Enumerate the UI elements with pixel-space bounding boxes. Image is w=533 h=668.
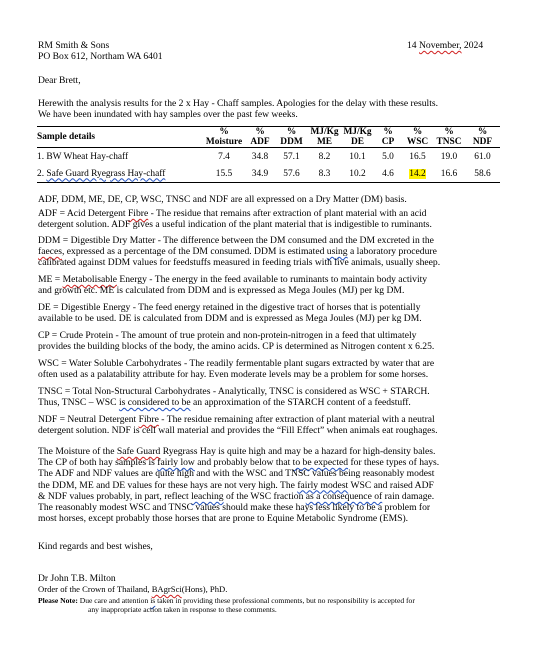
col-header-tnsc: TNSC: [436, 137, 462, 147]
table-cell: 58.6: [474, 168, 491, 179]
col-header-moisture: Moisture: [205, 137, 243, 147]
disclaimer-line-1: Please Note: Due care and attention is taken in providing these professional comments, but no responsibility is accepted for: [38, 596, 415, 605]
definition-me: ME = Metabolisable Energy - The energy in the feed available to ruminants to maintain body activity and growth etc. ME is calculated from DDM and is expressed as Mega Joules (MJ) per kg DM.: [38, 274, 428, 297]
col-header-top: %: [477, 127, 488, 137]
col-header-top: MJ/Kg: [310, 127, 339, 137]
definition-ndf: NDF = Neutral Detergent Fibre - The residue remaining after extraction of plant material with a neutral detergent solution. NDF is cell wall material and provides the “Fill Effect” when animals eat roughages.: [38, 414, 438, 437]
table-header-label: Sample details: [37, 132, 96, 142]
table-cell: 5.0: [382, 151, 394, 162]
col-header-ddm: DDM: [280, 137, 303, 147]
definition-adf: ADF = Acid Detergent Fibre - The residue that remains after extraction of plant material with an acid detergent solution. ADF gives a useful indication of the plant material that is indigestible to ruminants.: [38, 208, 432, 231]
signature-credentials: Order of the Crown of Thailand, BAgrSci(Hons), PhD.: [38, 584, 228, 594]
table-row: [37, 148, 500, 166]
table-cell: 10.2: [349, 168, 366, 179]
definition-ddm: DDM = Digestible Dry Matter - The difference between the DM consumed and the DM excreted in the faeces, expressed as a percentage of the DM consumed. DDM is estimated using a laboratory procedure calibrated against DDM values for feedstuffs measured in feeding trials with live animals, usually sheep.: [38, 235, 441, 269]
col-header-cp: CP: [381, 137, 395, 147]
col-header-me: ME: [316, 137, 333, 147]
definition-cp: CP = Crude Protein - The amount of true protein and non-protein-nitrogen in a feed that ultimately provides the building blocks of the body, the amino acids. CP is determined as Nitrogen content x 6.25.: [38, 330, 435, 353]
col-header-top: %: [412, 127, 423, 137]
col-header-top: MJ/Kg: [343, 127, 372, 137]
sample-label: 1. BW Wheat Hay-chaff: [37, 151, 129, 162]
col-header-adf: ADF: [250, 137, 270, 147]
col-header-top: %: [444, 127, 454, 137]
col-header-de: DE: [350, 137, 365, 147]
table-header-top: [37, 127, 500, 137]
letter-date: 14 November, 2024: [407, 40, 484, 51]
table-cell: 57.6: [283, 168, 300, 179]
table-cell: 57.1: [283, 151, 300, 162]
results-table: [37, 127, 500, 183]
dm-basis-note: ADF, DDM, ME, DE, CP, WSC, TNSC and NDF are all expressed on a Dry Matter (DM) basis.: [38, 194, 407, 205]
col-header-top: %: [383, 127, 393, 137]
intro-line-2: We have been inundated with hay samples over the past few weeks.: [38, 109, 298, 120]
table-cell: 16.6: [440, 168, 458, 179]
table-cell: 8.3: [318, 168, 331, 179]
definition-de: DE = Digestible Energy - The feed energy retained in the digestive tract of horses that is potentially available to be used. DE is calculated from DDM and is expressed as Mega Joules (MJ) per kg DM.: [38, 302, 422, 325]
col-header-top: %: [286, 127, 297, 137]
table-cell: 61.0: [474, 151, 491, 162]
definition-wsc: WSC = Water Soluble Carbohydrates - The readily fermentable plant sugars extracted by water that are often used as a palatability attribute for hay. Even moderate levels may be a problem for some horses.: [38, 358, 435, 381]
table-cell: 16.5: [409, 151, 426, 162]
table-row: [37, 165, 500, 183]
col-header-top: %: [219, 127, 229, 137]
table-cell: 19.0: [440, 151, 458, 162]
table-cell: 34.9: [251, 168, 269, 179]
company-name: RM Smith & Sons: [38, 40, 110, 51]
table-cell: 34.8: [251, 151, 269, 162]
closing-line: Kind regards and best wishes,: [38, 541, 153, 552]
sample-label: 2. Safe Guard Ryegrass Hay-chaff: [37, 168, 166, 179]
table-cell: 8.2: [318, 151, 331, 162]
col-header-ndf: NDF: [472, 137, 493, 147]
disclaimer-line-2: any inappropriate action taken in response to these comments.: [88, 605, 277, 614]
col-header-top: %: [255, 127, 265, 137]
greeting: Dear Brett,: [38, 75, 81, 86]
company-address: PO Box 612, Northam WA 6401: [38, 51, 163, 62]
table-cell: 7.4: [218, 151, 230, 162]
table-cell: 10.1: [349, 151, 366, 162]
col-header-wsc: WSC: [406, 137, 429, 147]
assessment-paragraph: The Moisture of the Safe Guard Ryegrass Hay is quite high and may be a hazard for high-density bales. The CP of both hay samples is fairly low and probably below that to be expected for these types of hays. The ADF and NDF values are quite high and with the WSC and TNSC values being reasonably modest the DDM, ME and DE values for these hays are not very high. The fairly modest WSC and raised ADF & NDF values probably, in part, reflect leaching of the WSC fraction as a consequence of rain damage. The reasonably modest WSC and TNSC values should make these hays less likely to be a problem for most horses, except probably those horses that are prone to Equine Metabolic Syndrome (EMS).: [38, 446, 440, 525]
table-cell-highlighted: 14.2: [409, 168, 426, 179]
table-cell: 4.6: [382, 168, 394, 179]
definition-tnsc: TNSC = Total Non-Structural Carbohydrates - Analytically, TNSC is considered as WSC + STARCH. Thus, TNSC – WSC is considered to be an approximation of the STARCH content of a feedstuff.: [38, 386, 430, 409]
intro-line-1: Herewith the analysis results for the 2 x Hay - Chaff samples. Apologies for the delay with these results.: [38, 98, 439, 109]
signature-name: Dr John T.B. Milton: [38, 573, 116, 584]
table-cell: 15.5: [215, 168, 233, 179]
